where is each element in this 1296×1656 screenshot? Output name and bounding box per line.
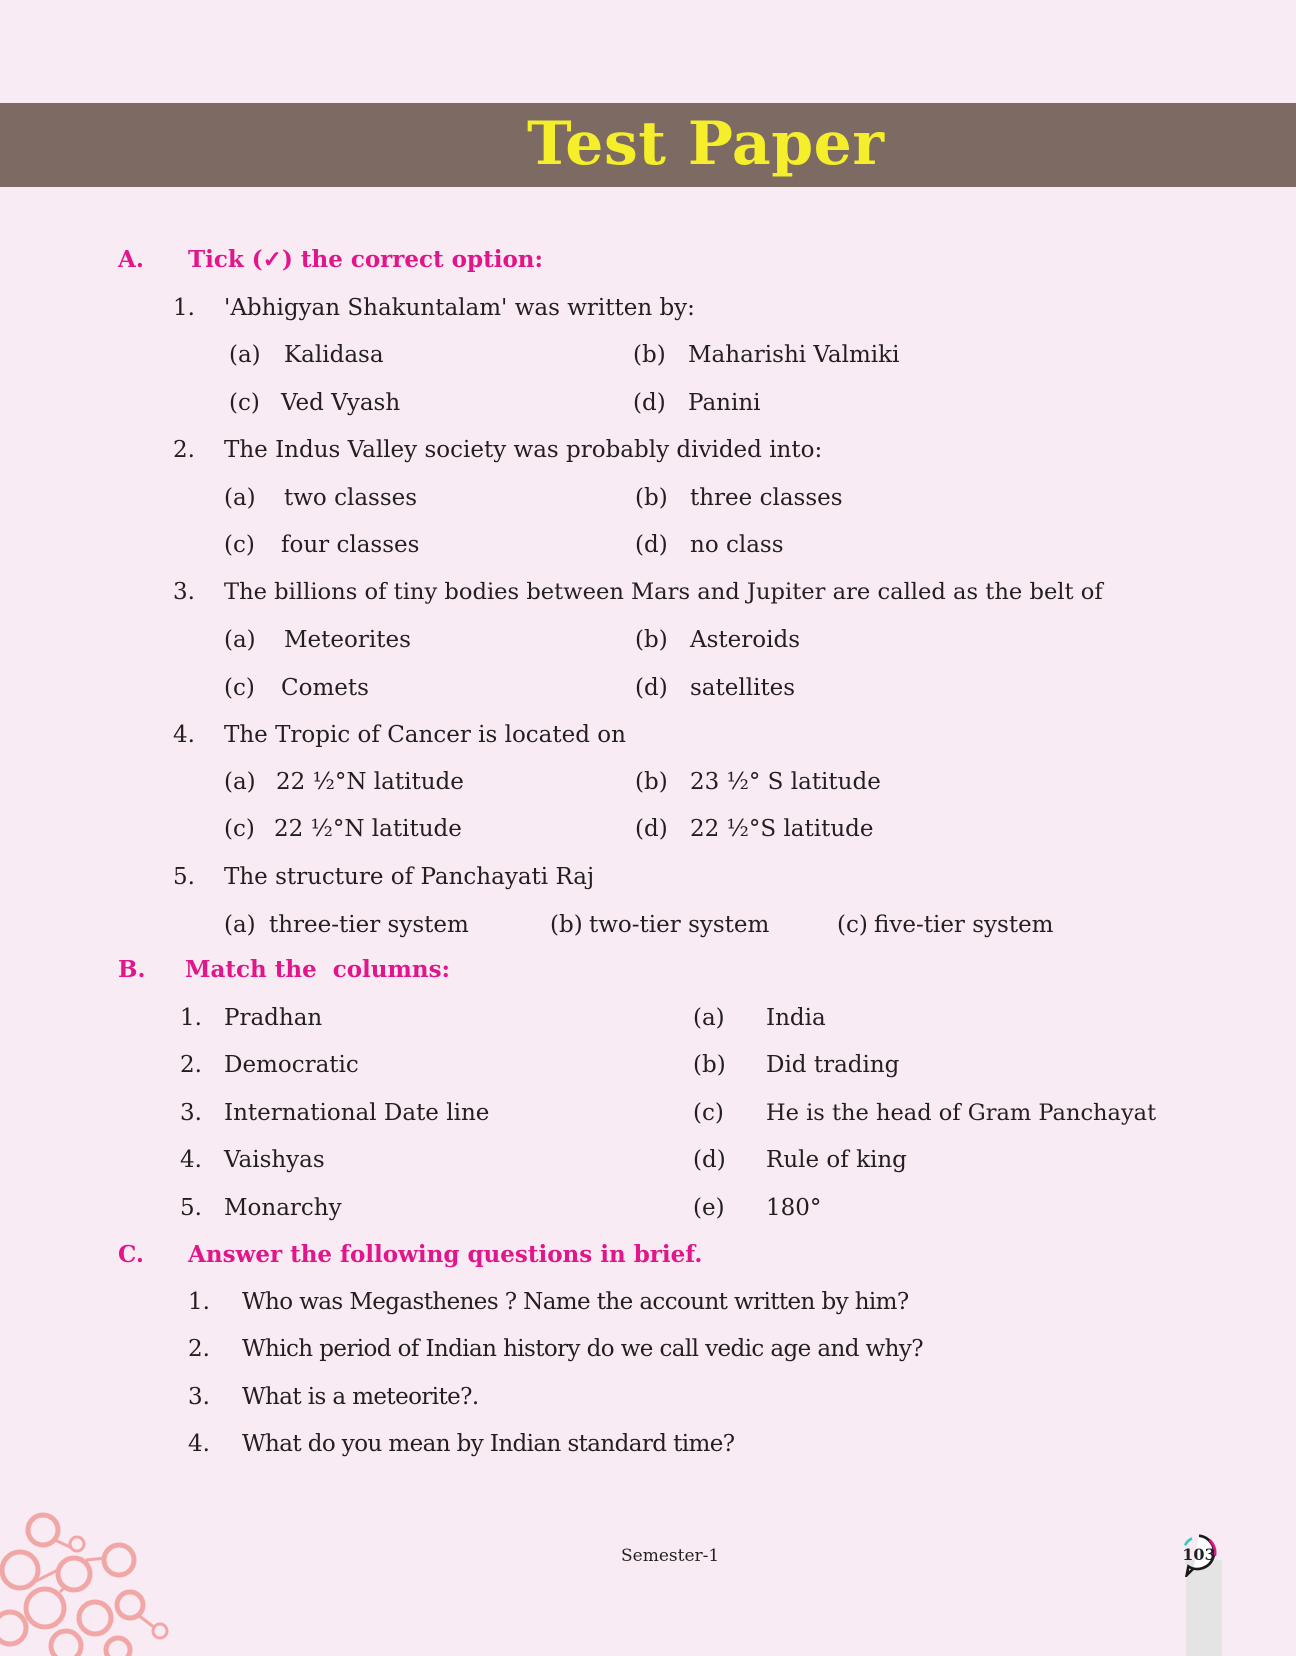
section-a-heading: Tick (✓) the correct option:	[188, 246, 544, 273]
section-a-letter: A.	[118, 246, 144, 273]
match-left-text: International Date line	[224, 1100, 490, 1126]
option-text: Comets	[281, 675, 369, 701]
question-text: Which period of Indian history do we call vedic age and why?	[242, 1336, 923, 1362]
option-label: (c)	[224, 816, 255, 842]
option-text: Ved Vyash	[281, 390, 401, 416]
question-number: 3.	[188, 1384, 210, 1410]
question-number: 4.	[188, 1431, 210, 1457]
option-text: Asteroids	[690, 627, 800, 653]
option-label: (c)	[224, 532, 255, 558]
option-text: Kalidasa	[284, 342, 384, 368]
match-right-text: He is the head of Gram Panchayat	[766, 1100, 1157, 1126]
question-number: 1.	[188, 1289, 210, 1315]
question-text: The Indus Valley society was probably divided into:	[224, 437, 823, 463]
match-left-text: Monarchy	[224, 1195, 342, 1221]
decorative-circles-icon	[0, 1500, 180, 1656]
question-number: 2.	[188, 1336, 210, 1362]
option-text: five-tier system	[874, 912, 1054, 938]
section-c-heading: Answer the following questions in brief.	[188, 1241, 703, 1268]
option-label: (a)	[224, 485, 256, 511]
option-label: (c)	[837, 912, 868, 938]
option-label: (a)	[224, 912, 256, 938]
option-text: Meteorites	[284, 627, 411, 653]
question-number: 4.	[173, 722, 195, 748]
question-number: 1.	[173, 295, 195, 321]
option-text: Panini	[688, 390, 761, 416]
section-b-letter: B.	[118, 956, 146, 983]
match-left-number: 5.	[180, 1195, 202, 1221]
option-label: (a)	[224, 769, 256, 795]
option-label: (a)	[224, 627, 256, 653]
question-number: 5.	[173, 864, 195, 890]
question-number: 3.	[173, 579, 195, 605]
question-text: Who was Megasthenes ? Name the account written by him?	[242, 1289, 909, 1315]
match-right-text: Rule of king	[766, 1147, 907, 1173]
option-text: two classes	[284, 485, 418, 511]
question-number: 2.	[173, 437, 195, 463]
option-label: (c)	[224, 675, 255, 701]
match-right-label: (d)	[693, 1147, 726, 1173]
option-label: (d)	[635, 816, 668, 842]
question-text: What is a meteorite?.	[242, 1384, 479, 1410]
match-right-label: (e)	[693, 1195, 725, 1221]
option-text: 23 ½° S latitude	[690, 769, 881, 795]
section-c-letter: C.	[118, 1241, 144, 1268]
match-left-number: 4.	[180, 1147, 202, 1173]
question-text: What do you mean by Indian standard time?	[242, 1431, 735, 1457]
match-right-text: Did trading	[766, 1052, 900, 1078]
option-label: (d)	[635, 675, 668, 701]
question-text: 'Abhigyan Shakuntalam' was written by:	[224, 295, 695, 321]
option-label: (a)	[229, 342, 261, 368]
match-left-number: 2.	[180, 1052, 202, 1078]
footer-semester: Semester-1	[621, 1546, 720, 1566]
option-label: (b)	[635, 485, 668, 511]
option-label: (d)	[635, 532, 668, 558]
option-text: three classes	[690, 485, 843, 511]
question-text: The structure of Panchayati Raj	[224, 864, 595, 890]
match-left-text: Democratic	[224, 1052, 359, 1078]
option-label: (c)	[229, 390, 260, 416]
page-number: 103	[1182, 1545, 1216, 1564]
option-text: 22 ½°N latitude	[274, 816, 462, 842]
option-text: no class	[690, 532, 784, 558]
option-text: two-tier system	[589, 912, 770, 938]
option-text: Maharishi Valmiki	[688, 342, 900, 368]
option-text: four classes	[281, 532, 420, 558]
match-left-number: 1.	[180, 1005, 202, 1031]
page-title: Test Paper	[527, 109, 885, 179]
question-text: The billions of tiny bodies between Mars and Jupiter are called as the belt of	[224, 579, 1103, 605]
option-text: satellites	[690, 675, 796, 701]
option-label: (b)	[633, 342, 666, 368]
option-text: 22 ½°N latitude	[276, 769, 464, 795]
match-right-label: (a)	[693, 1005, 725, 1031]
match-right-text: India	[766, 1005, 826, 1031]
option-label: (b)	[550, 912, 583, 938]
match-left-text: Vaishyas	[224, 1147, 325, 1173]
match-left-number: 3.	[180, 1100, 202, 1126]
section-b-heading: Match the columns:	[185, 956, 451, 983]
match-right-label: (b)	[693, 1052, 726, 1078]
option-label: (b)	[635, 769, 668, 795]
option-text: three-tier system	[269, 912, 469, 938]
question-text: The Tropic of Cancer is located on	[224, 722, 626, 748]
match-right-label: (c)	[693, 1100, 724, 1126]
option-label: (d)	[633, 390, 666, 416]
option-text: 22 ½°S latitude	[690, 816, 874, 842]
match-left-text: Pradhan	[224, 1005, 323, 1031]
option-label: (b)	[635, 627, 668, 653]
match-right-text: 180°	[766, 1195, 822, 1221]
